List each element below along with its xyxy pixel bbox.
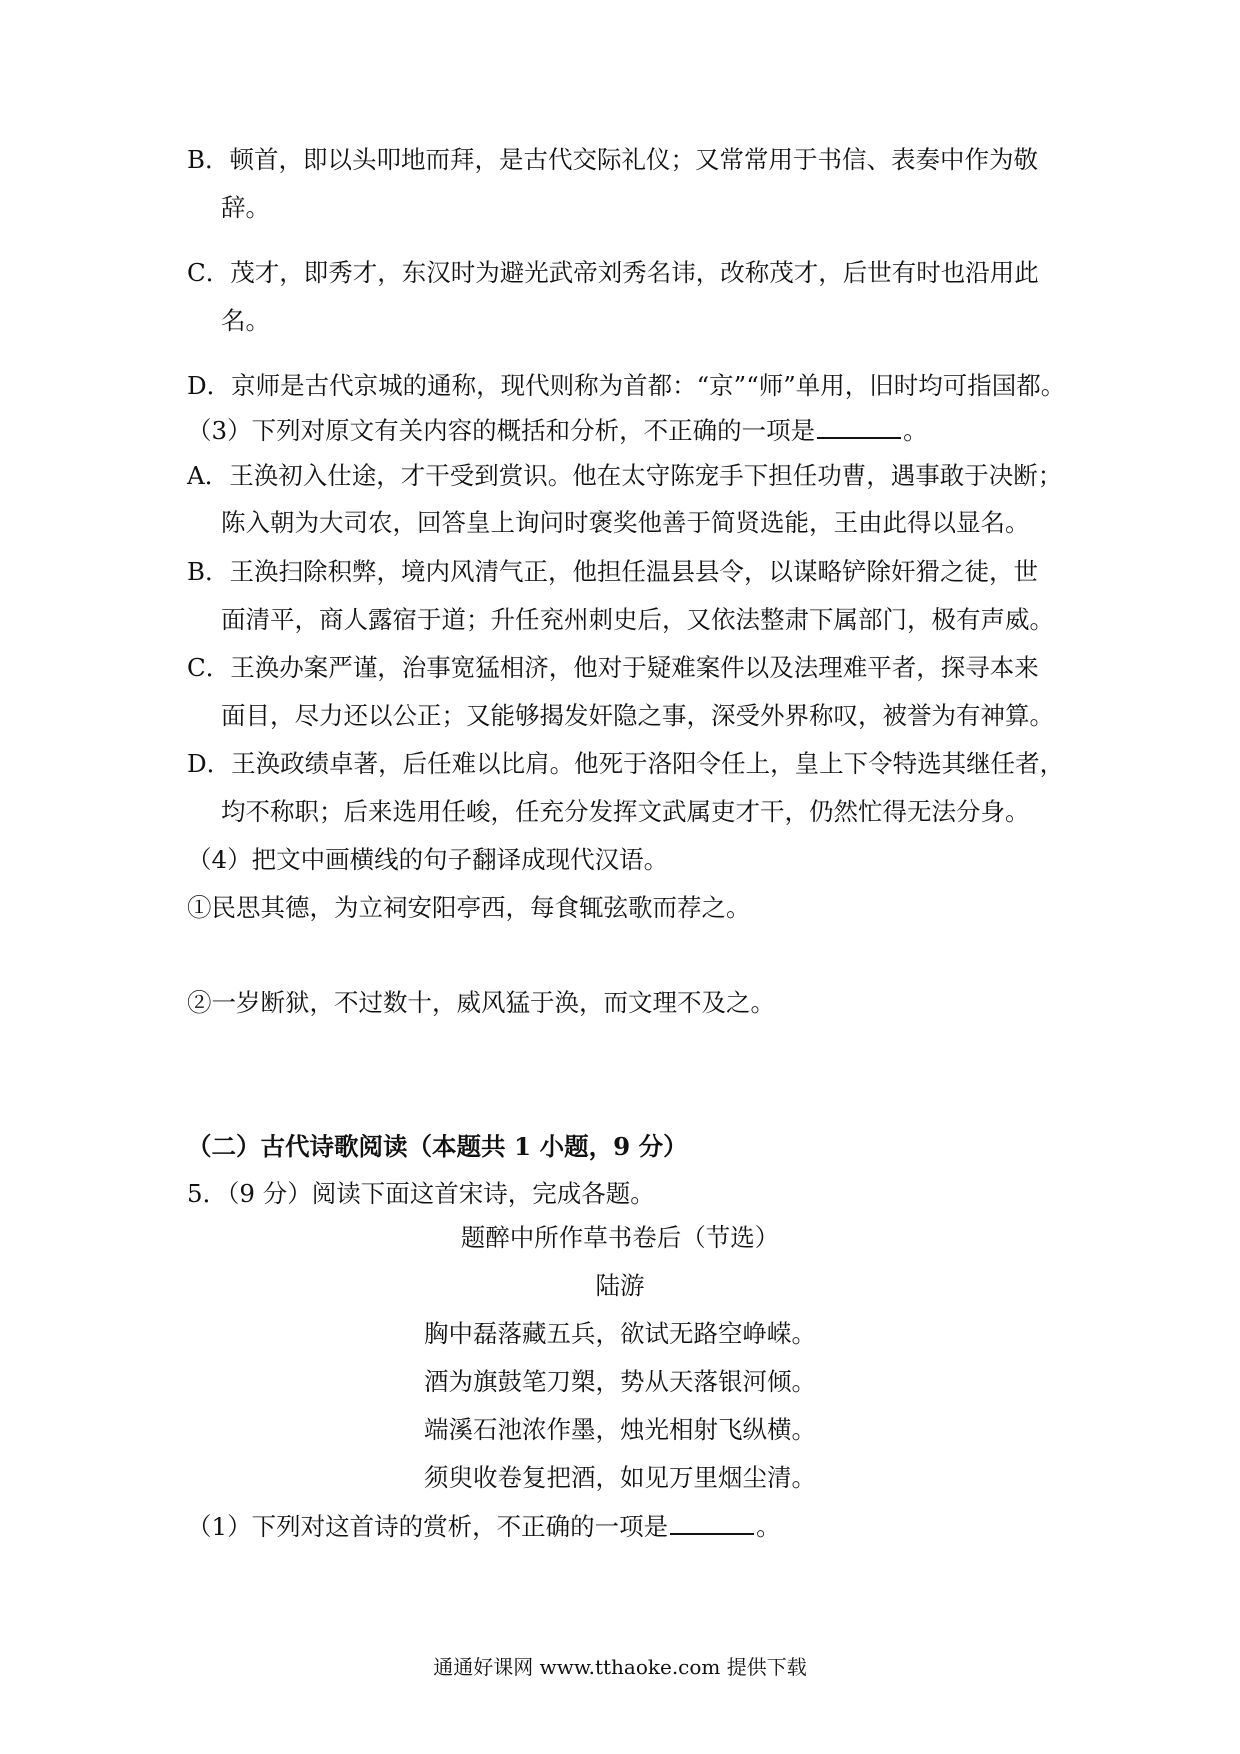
part3-stem-end: 。 [903, 416, 928, 445]
translation-sentence-1: ①民思其德，为立祠安阳亭西，每食辄弦歌而荐之。 [187, 893, 751, 922]
poem-title: 题醉中所作草书卷后（节选） [460, 1223, 780, 1252]
option-d-line1: D．京师是古代京城的通称，现代则称为首都：“京”“师”单用，旧时均可指国都。 [187, 371, 1066, 400]
part3-stem-text: （3）下列对原文有关内容的概括和分析，不正确的一项是 [187, 416, 816, 445]
part4-stem: （4）把文中画横线的句子翻译成现代汉语。 [187, 845, 669, 874]
translation-sentence-2: ②一岁断狱，不过数十，威风猛于涣，而文理不及之。 [187, 988, 775, 1017]
option-b-line2: 辞。 [221, 193, 270, 222]
part3-option-b-line1: B．王涣扫除积弊，境内风清气正，他担任温县县令，以谋略铲除奸猾之徒，世 [187, 557, 1039, 586]
answer-blank[interactable] [817, 415, 901, 439]
part3-option-c-line1: C．王涣办案严谨，治事宽猛相济，他对于疑难案件以及法理难平者，探寻本来 [187, 653, 1039, 682]
part3-stem [187, 414, 928, 448]
q5-part1-stem-text: （1）下列对这首诗的赏析，不正确的一项是 [187, 1512, 669, 1541]
option-c-line1: C．茂才，即秀才，东汉时为避光武帝刘秀名讳，改称茂才，后世有时也沿用此 [187, 258, 1039, 287]
page-footer: 通通好课网 www.tthaoke.com 提供下载 [433, 1655, 807, 1679]
poem-author: 陆游 [595, 1271, 645, 1300]
section-heading: （二）古代诗歌阅读（本题共 1 小题，9 分） [187, 1132, 688, 1161]
part3-option-a-line1: A．王涣初入仕途，才干受到赏识。他在太守陈宠手下担任功曹，遇事敢于决断； [187, 461, 1063, 490]
q5-part1-stem-end: 。 [756, 1512, 781, 1541]
question-5-stem: 5．（9 分）阅读下面这首宋诗，完成各题。 [187, 1179, 655, 1208]
poem-line-1: 胸中磊落藏五兵，欲试无路空峥嵘。 [424, 1319, 816, 1348]
poem-line-4: 须臾收卷复把酒，如见万里烟尘清。 [424, 1463, 816, 1492]
option-c-line2: 名。 [221, 306, 270, 335]
part3-option-d-line1: D．王涣政绩卓著，后任难以比肩。他死于洛阳令任上，皇上下令特选其继任者， [187, 749, 1065, 778]
part3-option-c-line2: 面目，尽力还以公正；又能够揭发奸隐之事，深受外界称叹，被誉为有神算。 [221, 701, 1054, 730]
option-b-line1: B．顿首，即以头叩地而拜，是古代交际礼仪；又常常用于书信、表奏中作为敬 [187, 145, 1039, 174]
poem-line-2: 酒为旗鼓笔刀槊，势从天落银河倾。 [424, 1367, 816, 1396]
part3-option-d-line2: 均不称职；后来选用任峻，任充分发挥文武属吏才干，仍然忙得无法分身。 [221, 797, 1030, 826]
part3-option-b-line2: 面清平，商人露宿于道；升任兖州刺史后，又依法整肃下属部门，极有声威。 [221, 605, 1054, 634]
part3-option-a-line2: 陈入朝为大司农，回答皇上询问时褒奖他善于简贤选能，王由此得以显名。 [221, 508, 1030, 537]
q5-part1-stem [187, 1510, 781, 1544]
answer-blank[interactable] [670, 1511, 754, 1535]
poem-line-3: 端溪石池浓作墨，烛光相射飞纵横。 [424, 1415, 816, 1444]
